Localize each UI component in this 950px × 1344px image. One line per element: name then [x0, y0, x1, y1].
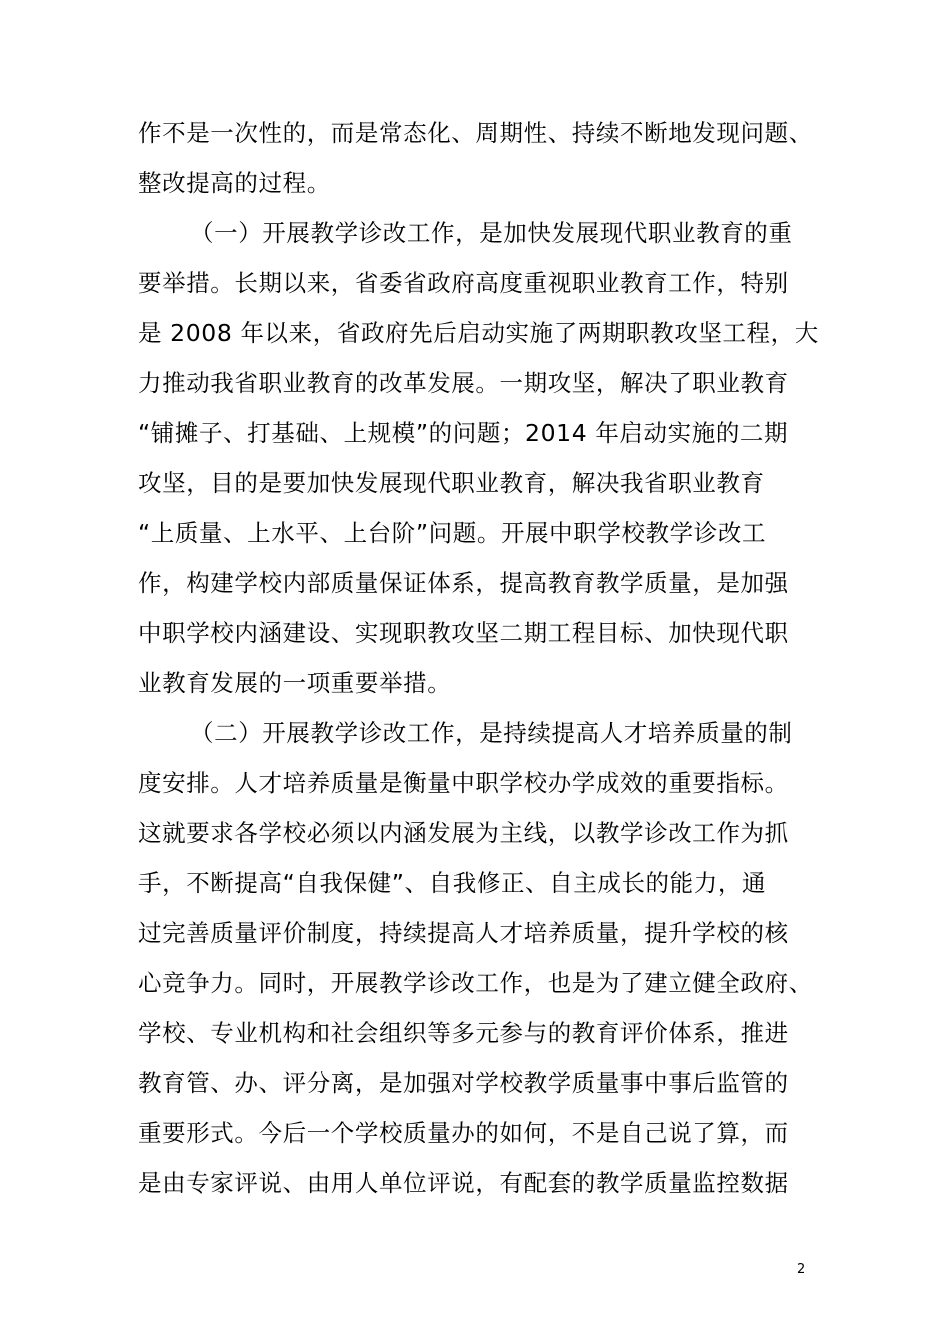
body-text-line: 整改提高的过程。: [138, 169, 331, 197]
page-number: 2: [797, 1262, 806, 1277]
body-text-line: 这就要求各学校必须以内涵发展为主线，以教学诊改工作为抓: [138, 819, 789, 847]
body-text-line: “上质量、上水平、上台阶”问题。开展中职学校教学诊改工: [138, 519, 767, 547]
body-text-line: 重要形式。今后一个学校质量办的如何，不是自己说了算，而: [138, 1119, 789, 1147]
section-two-first-line: （二）开展教学诊改工作，是持续提高人才培养质量的制: [190, 719, 793, 747]
body-text-line: 教育管、办、评分离，是加强对学校教学质量事中事后监管的: [138, 1069, 789, 1097]
body-text-line: 中职学校内涵建设、实现职教攻坚二期工程目标、加快现代职: [138, 619, 789, 647]
section-one-first-line: （一）开展教学诊改工作，是加快发展现代职业教育的重: [190, 219, 793, 247]
body-text-line: 是由专家评说、由用人单位评说，有配套的教学质量监控数据: [138, 1169, 789, 1197]
body-text-line: 度安排。人才培养质量是衡量中职学校办学成效的重要指标。: [138, 769, 789, 797]
body-text-line: 过完善质量评价制度，持续提高人才培养质量，提升学校的核: [138, 919, 789, 947]
body-text-line: 作不是一次性的，而是常态化、周期性、持续不断地发现问题、: [138, 119, 813, 147]
body-text-line: 是 2008 年以来，省政府先后启动实施了两期职教攻坚工程，大: [138, 319, 819, 347]
body-text-line: “铺摊子、打基础、上规模”的问题；2014 年启动实施的二期: [138, 419, 789, 447]
body-text-line: 学校、专业机构和社会组织等多元参与的教育评价体系，推进: [138, 1019, 789, 1047]
body-text-line: 业教育发展的一项重要举措。: [138, 669, 452, 697]
body-text-line: 作，构建学校内部质量保证体系，提高教育教学质量，是加强: [138, 569, 789, 597]
body-text-line: 心竞争力。同时，开展教学诊改工作，也是为了建立健全政府、: [138, 969, 813, 997]
body-text-line: 要举措。长期以来，省委省政府高度重视职业教育工作，特别: [138, 269, 789, 297]
body-text-line: 力推动我省职业教育的改革发展。一期攻坚，解决了职业教育: [138, 369, 789, 397]
body-text-line: 攻坚，目的是要加快发展现代职业教育，解决我省职业教育: [138, 469, 765, 497]
body-text-line: 手，不断提高“自我保健”、自我修正、自主成长的能力，通: [138, 869, 767, 897]
